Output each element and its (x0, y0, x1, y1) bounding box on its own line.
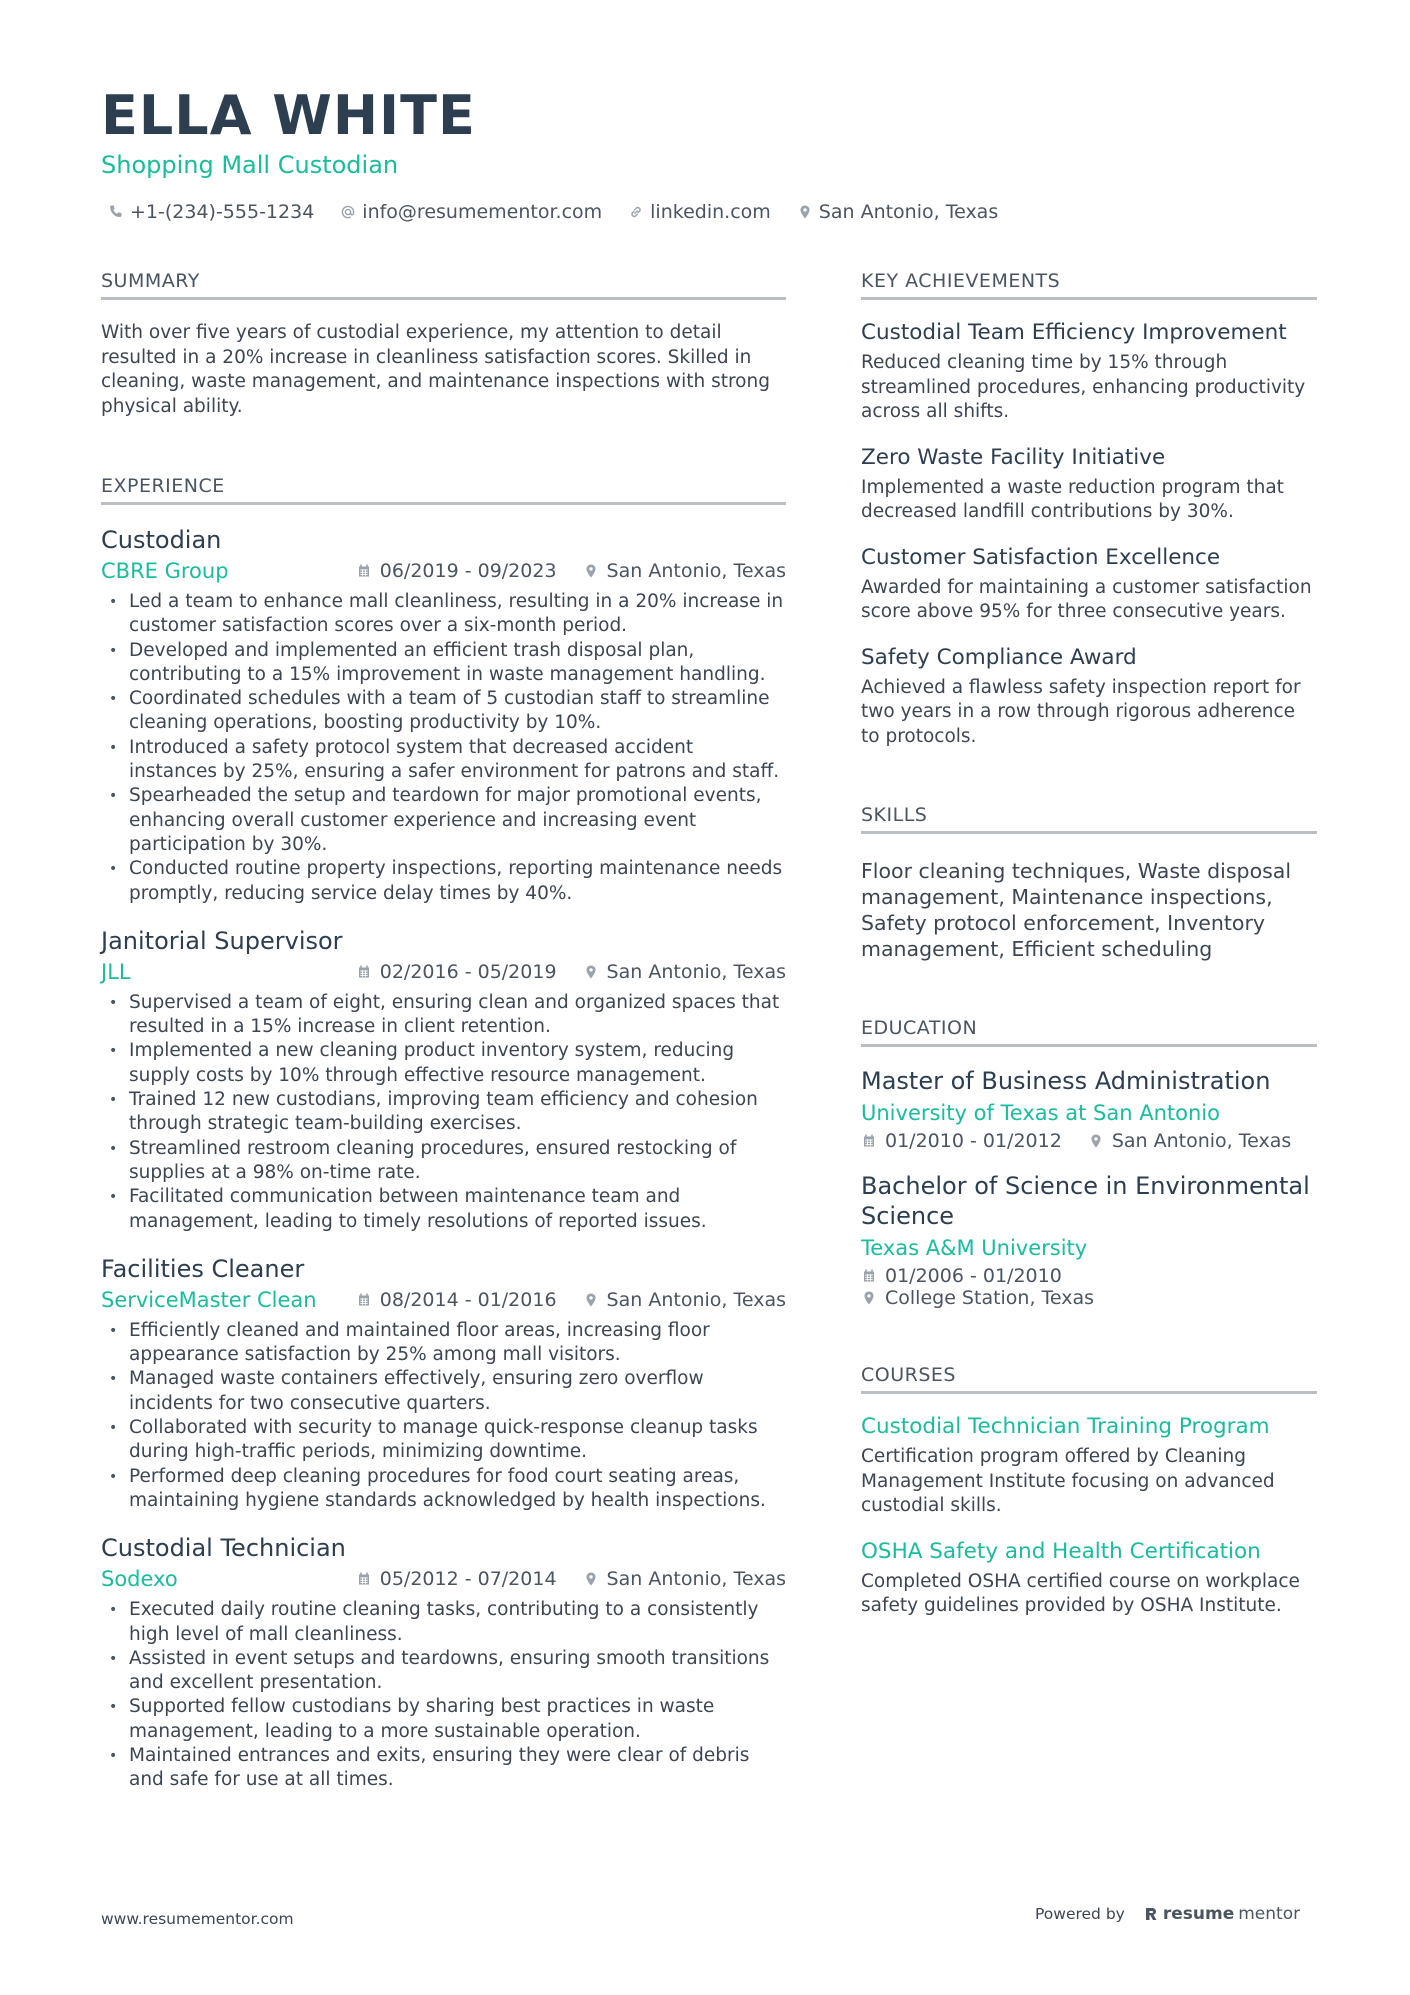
achievement-item (861, 644, 1317, 750)
degree-title: Bachelor of Science in Environmental Science (861, 1172, 1310, 1230)
achievement-title: Custodial Team Efficiency Improvement (861, 320, 1287, 345)
job-meta (101, 1566, 786, 1592)
course-list (861, 1413, 1317, 1619)
job-entry (101, 1533, 786, 1792)
skills-heading: SKILLS (861, 802, 1317, 834)
brand-name-part1: resume (1162, 1904, 1235, 1924)
job-title: Facilities Cleaner (101, 1254, 305, 1283)
left-column (101, 268, 786, 1793)
candidate-role: Shopping Mall Custodian (101, 151, 399, 179)
map-pin-icon (583, 563, 599, 579)
bullet-item: • Efficiently cleaned and maintained floor areas, increasing floor appearance satisfaction by 25% among mall visitors. (101, 1319, 786, 1368)
bullet-item: • Supervised a team of eight, ensuring clean and organized spaces that resulted in a 15% increase in client retention. (101, 991, 786, 1040)
calendar-icon (861, 1268, 877, 1284)
calendar-icon (356, 1571, 372, 1587)
education-heading: EDUCATION (861, 1015, 1317, 1047)
map-pin-icon (583, 1571, 599, 1587)
map-pin-icon (1088, 1133, 1104, 1149)
education-meta (861, 1130, 1317, 1152)
skills-text: Floor cleaning techniques, Waste disposal management, Maintenance inspections, Safety protocol enforcement, Inventory management, Efficient scheduling (861, 859, 1292, 961)
achievement-desc: Implemented a waste reduction program that decreased landfill contributions by 30%. (861, 476, 1284, 522)
bullet-item: • Managed waste containers effectively, ensuring zero overflow incidents for two consecutive quarters. (101, 1367, 786, 1416)
bullet-item: • Spearheaded the setup and teardown for major promotional events, enhancing overall customer experience and increasing event participation by 30%. (101, 784, 786, 857)
bullet-item: • Led a team to enhance mall cleanliness, resulting in a 20% increase in customer satisfaction scores over a six-month period. (101, 590, 786, 639)
map-pin-icon (861, 1290, 877, 1306)
course-item (861, 1413, 1317, 1519)
resumementor-logo-icon (1143, 1906, 1159, 1922)
at-icon (340, 204, 356, 220)
date-meta: 01/2006 - 01/2010 (861, 1265, 1062, 1287)
job-entry (101, 525, 786, 906)
experience-heading: EXPERIENCE (101, 473, 786, 505)
job-bullets (101, 991, 786, 1234)
bullet-item: • Performed deep cleaning procedures for food court seating areas, maintaining hygiene standards acknowledged by health inspections. (101, 1465, 786, 1514)
calendar-icon (356, 964, 372, 980)
location-meta: San Antonio, Texas (583, 959, 786, 985)
company-name: CBRE Group (101, 559, 229, 583)
achievement-item (861, 444, 1317, 525)
achievement-desc: Reduced cleaning time by 15% through streamlined procedures, enhancing productivity across all shifts. (861, 352, 1306, 422)
contact-email[interactable]: info@resumementor.com (340, 199, 602, 225)
calendar-icon (356, 1292, 372, 1308)
map-pin-icon (797, 204, 813, 220)
calendar-icon (861, 1133, 877, 1149)
date-meta: 05/2012 - 07/2014 (356, 1566, 557, 1592)
location-meta: San Antonio, Texas (583, 1287, 786, 1313)
contact-bar (108, 199, 998, 225)
job-meta (101, 558, 786, 584)
bullet-item: • Introduced a safety protocol system that decreased accident instances by 25%, ensuring a safer environment for patrons and staff. (101, 736, 786, 785)
link-icon (628, 204, 644, 220)
job-meta (101, 959, 786, 985)
courses-heading: COURSES (861, 1362, 1317, 1394)
achievement-list (861, 319, 1317, 749)
bullet-item: • Coordinated schedules with a team of 5 custodian staff to streamline cleaning operations, boosting productivity by 10%. (101, 687, 786, 736)
phone-icon (108, 204, 124, 220)
school-name: University of Texas at San Antonio (861, 1101, 1220, 1125)
date-meta: 06/2019 - 09/2023 (356, 558, 557, 584)
footer-branding (1035, 1904, 1300, 1924)
achievement-title: Customer Satisfaction Excellence (861, 544, 1221, 570)
contact-linkedin[interactable]: linkedin.com (628, 199, 771, 225)
course-title: OSHA Safety and Health Certification (861, 1538, 1261, 1564)
location-meta: College Station, Texas (861, 1287, 1094, 1309)
location-meta: San Antonio, Texas (1088, 1130, 1291, 1152)
bullet-item: • Trained 12 new custodians, improving team efficiency and cohesion through strategic team-building exercises. (101, 1088, 786, 1137)
summary-heading: SUMMARY (101, 268, 786, 300)
summary-text: With over five years of custodial experience, my attention to detail resulted in a 20% increase in cleanliness satisfaction scores. Skilled in cleaning, waste management, and maintenance inspections with strong physical ability. (101, 322, 770, 417)
bullet-item: • Developed and implemented an efficient trash disposal plan, contributing to a 15% improvement in waste management handling. (101, 639, 786, 688)
school-name: Texas A&M University (861, 1236, 1088, 1260)
bullet-item: • Maintained entrances and exits, ensuring they were clear of debris and safe for use at all times. (101, 1744, 786, 1793)
job-list (101, 525, 786, 1793)
job-bullets (101, 590, 786, 906)
company-name: ServiceMaster Clean (101, 1287, 317, 1312)
job-bullets (101, 1319, 786, 1513)
calendar-icon (356, 563, 372, 579)
achievement-title: Safety Compliance Award (861, 644, 1137, 670)
achievement-title: Zero Waste Facility Initiative (861, 444, 1166, 470)
contact-phone: +1-(234)-555-1234 (108, 199, 314, 225)
achievements-heading: KEY ACHIEVEMENTS (861, 268, 1317, 300)
bullet-item: • Executed daily routine cleaning tasks, contributing to a consistently high level of mall cleanliness. (101, 1598, 786, 1647)
location-meta: San Antonio, Texas (583, 558, 786, 584)
contact-location: San Antonio, Texas (797, 199, 998, 225)
job-meta (101, 1287, 786, 1313)
bullet-item: • Assisted in event setups and teardowns, ensuring smooth transitions and excellent presentation. (101, 1647, 786, 1696)
bullet-item: • Facilitated communication between maintenance team and management, leading to timely resolutions of reported issues. (101, 1185, 786, 1234)
company-name: JLL (101, 959, 131, 984)
bullet-item: • Supported fellow custodians by sharing best practices in waste management, leading to a more sustainable operation. (101, 1695, 786, 1744)
candidate-name: ELLA WHITE (101, 84, 476, 147)
achievement-item (861, 544, 1317, 625)
right-column (861, 268, 1317, 1619)
job-title: Custodial Technician (101, 1534, 346, 1563)
footer-website[interactable]: www.resumementor.com (101, 1910, 294, 1928)
course-item (861, 1538, 1317, 1619)
education-list (861, 1066, 1317, 1309)
education-section (861, 1015, 1317, 1309)
brand-name-part2: mentor (1238, 1904, 1301, 1924)
company-name: Sodexo (101, 1567, 178, 1592)
education-meta (861, 1265, 1317, 1309)
location-meta: San Antonio, Texas (583, 1566, 786, 1592)
achievement-desc: Achieved a flawless safety inspection report for two years in a row through rigorous adherence to protocols. (861, 676, 1301, 747)
date-meta: 08/2014 - 01/2016 (356, 1287, 557, 1313)
education-item (861, 1066, 1317, 1152)
bullet-item: • Streamlined restroom cleaning procedures, ensured restocking of supplies at a 98% on-time rate. (101, 1137, 786, 1186)
bullet-item: • Implemented a new cleaning product inventory system, reducing supply costs by 10% through effective resource management. (101, 1039, 786, 1088)
bullet-item: • Conducted routine property inspections, reporting maintenance needs promptly, reducing service delay times by 40%. (101, 857, 786, 906)
education-item (861, 1171, 1317, 1309)
date-meta: 02/2016 - 05/2019 (356, 959, 557, 985)
powered-by-label: Powered by (1035, 1905, 1125, 1923)
skills-section (861, 802, 1317, 962)
job-bullets (101, 1598, 786, 1792)
job-title: Janitorial Supervisor (101, 926, 343, 955)
job-entry (101, 1254, 786, 1513)
map-pin-icon (583, 964, 599, 980)
map-pin-icon (583, 1292, 599, 1308)
date-meta: 01/2010 - 01/2012 (861, 1130, 1062, 1152)
job-entry (101, 926, 786, 1234)
experience-section (101, 473, 786, 1793)
achievement-item (861, 319, 1317, 425)
achievement-desc: Awarded for maintaining a customer satisfaction score above 95% for three consecutive years. (861, 576, 1312, 622)
course-title: Custodial Technician Training Program (861, 1414, 1270, 1439)
course-desc: Completed OSHA certified course on workplace safety guidelines provided by OSHA Institute. (861, 1570, 1300, 1616)
course-desc: Certification program offered by Cleaning Management Institute focusing on advanced custodial skills. (861, 1446, 1275, 1516)
courses-section (861, 1362, 1317, 1619)
job-title: Custodian (101, 526, 222, 554)
brand-logo[interactable] (1143, 1904, 1300, 1924)
bullet-item: • Collaborated with security to manage quick-response cleanup tasks during high-traffic periods, minimizing downtime. (101, 1416, 786, 1465)
degree-title: Master of Business Administration (861, 1067, 1271, 1095)
